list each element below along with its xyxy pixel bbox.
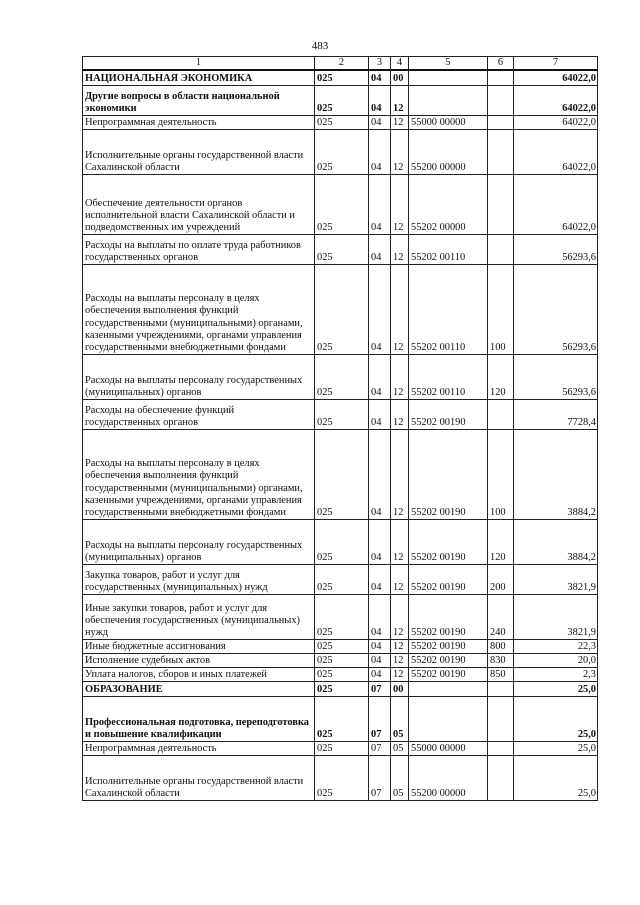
code-subsection-cell: 12 (391, 654, 409, 668)
row-name-cell: Расходы на обеспечение функций государственных органов (83, 400, 315, 430)
code-expense-type-cell: 100 (488, 430, 514, 520)
row-name-cell: Обеспечение деятельности органов исполнительной власти Сахалинской области и подведомственных им учреждений (83, 175, 315, 235)
row-name-cell: ОБРАЗОВАНИЕ (83, 682, 315, 697)
amount-cell: 3821,9 (514, 565, 598, 595)
amount-cell: 56293,6 (514, 265, 598, 355)
code-expense-type-cell (488, 175, 514, 235)
code-admin-cell: 025 (315, 86, 369, 116)
code-target-cell (409, 697, 488, 742)
code-section-cell: 04 (369, 654, 391, 668)
code-target-cell: 55202 00190 (409, 640, 488, 654)
code-target-cell (409, 86, 488, 116)
code-expense-type-cell (488, 400, 514, 430)
amount-cell: 25,0 (514, 682, 598, 697)
code-section-cell: 04 (369, 355, 391, 400)
amount-cell: 3821,9 (514, 595, 598, 640)
row-name-cell: Расходы на выплаты персоналу в целях обеспечения выполнения функций государственными (муниципальными) органами, казенными учреждениями, органами управления государственными внебюджетными фондами (83, 265, 315, 355)
row-name-cell: Уплата налогов, сборов и иных платежей (83, 668, 315, 682)
row-name-cell: Непрограммная деятельность (83, 116, 315, 130)
row-name-cell: Исполнительные органы государственной власти Сахалинской области (83, 756, 315, 801)
code-admin-cell: 025 (315, 116, 369, 130)
code-admin-cell: 025 (315, 70, 369, 86)
header-cell: 6 (488, 57, 514, 71)
amount-cell: 64022,0 (514, 130, 598, 175)
table-row (83, 668, 598, 682)
code-section-cell: 04 (369, 595, 391, 640)
code-expense-type-cell: 830 (488, 654, 514, 668)
code-subsection-cell: 12 (391, 400, 409, 430)
table-row (83, 70, 598, 86)
table-row (83, 86, 598, 116)
amount-cell: 3884,2 (514, 520, 598, 565)
code-section-cell: 04 (369, 430, 391, 520)
code-admin-cell: 025 (315, 400, 369, 430)
row-name-cell: Иные закупки товаров, работ и услуг для обеспечения государственных (муниципальных) нужд (83, 595, 315, 640)
code-section-cell: 04 (369, 265, 391, 355)
code-target-cell (409, 682, 488, 697)
code-subsection-cell: 12 (391, 640, 409, 654)
code-admin-cell: 025 (315, 235, 369, 265)
amount-cell: 22,3 (514, 640, 598, 654)
table-row (83, 640, 598, 654)
code-section-cell: 04 (369, 130, 391, 175)
code-expense-type-cell (488, 235, 514, 265)
code-section-cell: 07 (369, 756, 391, 801)
code-section-cell: 04 (369, 668, 391, 682)
code-target-cell: 55202 00190 (409, 595, 488, 640)
code-section-cell: 04 (369, 235, 391, 265)
table-row (83, 116, 598, 130)
code-target-cell: 55202 00190 (409, 565, 488, 595)
amount-cell: 25,0 (514, 697, 598, 742)
amount-cell: 25,0 (514, 756, 598, 801)
code-subsection-cell: 12 (391, 595, 409, 640)
code-section-cell: 04 (369, 175, 391, 235)
code-subsection-cell: 05 (391, 742, 409, 756)
code-target-cell: 55200 00000 (409, 130, 488, 175)
code-subsection-cell: 12 (391, 520, 409, 565)
row-name-cell: Закупка товаров, работ и услуг для государственных (муниципальных) нужд (83, 565, 315, 595)
code-section-cell: 07 (369, 682, 391, 697)
code-subsection-cell: 12 (391, 668, 409, 682)
code-subsection-cell: 12 (391, 355, 409, 400)
code-admin-cell: 025 (315, 565, 369, 595)
table-row (83, 654, 598, 668)
header-cell: 2 (315, 57, 369, 71)
code-target-cell: 55000 00000 (409, 116, 488, 130)
header-cell: 3 (369, 57, 391, 71)
table-header-row (83, 57, 598, 71)
table-row (83, 175, 598, 235)
table-row (83, 520, 598, 565)
amount-cell: 7728,4 (514, 400, 598, 430)
row-name-cell: НАЦИОНАЛЬНАЯ ЭКОНОМИКА (83, 70, 315, 86)
table-row (83, 682, 598, 697)
row-name-cell: Расходы на выплаты персоналу в целях обеспечения выполнения функций государственными (муниципальными) органами, казенными учреждениями, органами управления государственными внебюджетными фондами (83, 430, 315, 520)
code-admin-cell: 025 (315, 682, 369, 697)
code-expense-type-cell (488, 70, 514, 86)
code-subsection-cell: 12 (391, 430, 409, 520)
code-section-cell: 04 (369, 565, 391, 595)
code-expense-type-cell (488, 130, 514, 175)
amount-cell: 3884,2 (514, 430, 598, 520)
header-cell: 7 (514, 57, 598, 71)
code-subsection-cell: 12 (391, 116, 409, 130)
code-target-cell: 55202 00190 (409, 400, 488, 430)
amount-cell: 2,3 (514, 668, 598, 682)
code-target-cell: 55200 00000 (409, 756, 488, 801)
code-expense-type-cell (488, 682, 514, 697)
code-admin-cell: 025 (315, 265, 369, 355)
code-target-cell: 55202 00000 (409, 175, 488, 235)
code-admin-cell: 025 (315, 355, 369, 400)
code-subsection-cell: 00 (391, 682, 409, 697)
header-cell: 4 (391, 57, 409, 71)
amount-cell: 64022,0 (514, 116, 598, 130)
table-row (83, 235, 598, 265)
code-target-cell: 55202 00110 (409, 265, 488, 355)
code-expense-type-cell (488, 742, 514, 756)
code-subsection-cell: 00 (391, 70, 409, 86)
code-target-cell: 55202 00190 (409, 654, 488, 668)
table-row (83, 595, 598, 640)
code-admin-cell: 025 (315, 430, 369, 520)
code-section-cell: 04 (369, 70, 391, 86)
budget-table (82, 56, 598, 801)
code-admin-cell: 025 (315, 742, 369, 756)
code-subsection-cell: 05 (391, 697, 409, 742)
row-name-cell: Исполнительные органы государственной власти Сахалинской области (83, 130, 315, 175)
row-name-cell: Исполнение судебных актов (83, 654, 315, 668)
code-admin-cell: 025 (315, 640, 369, 654)
amount-cell: 64022,0 (514, 175, 598, 235)
row-name-cell: Расходы на выплаты персоналу государственных (муниципальных) органов (83, 355, 315, 400)
header-cell: 5 (409, 57, 488, 71)
amount-cell: 20,0 (514, 654, 598, 668)
code-expense-type-cell: 800 (488, 640, 514, 654)
amount-cell: 64022,0 (514, 86, 598, 116)
code-expense-type-cell: 100 (488, 265, 514, 355)
code-section-cell: 07 (369, 697, 391, 742)
code-expense-type-cell (488, 86, 514, 116)
code-section-cell: 04 (369, 520, 391, 565)
row-name-cell: Профессиональная подготовка, переподготовка и повышение квалификации (83, 697, 315, 742)
table-row (83, 697, 598, 742)
code-subsection-cell: 12 (391, 175, 409, 235)
code-admin-cell: 025 (315, 595, 369, 640)
code-expense-type-cell: 200 (488, 565, 514, 595)
row-name-cell: Расходы на выплаты персоналу государственных (муниципальных) органов (83, 520, 315, 565)
code-admin-cell: 025 (315, 175, 369, 235)
code-admin-cell: 025 (315, 654, 369, 668)
code-admin-cell: 025 (315, 697, 369, 742)
table-row (83, 265, 598, 355)
code-expense-type-cell: 120 (488, 520, 514, 565)
code-admin-cell: 025 (315, 520, 369, 565)
table-row (83, 400, 598, 430)
table-row (83, 756, 598, 801)
code-subsection-cell: 12 (391, 130, 409, 175)
page-number: 483 (311, 40, 329, 52)
amount-cell: 56293,6 (514, 355, 598, 400)
code-expense-type-cell (488, 756, 514, 801)
code-expense-type-cell (488, 697, 514, 742)
code-section-cell: 04 (369, 86, 391, 116)
code-subsection-cell: 12 (391, 235, 409, 265)
row-name-cell: Иные бюджетные ассигнования (83, 640, 315, 654)
table-row (83, 565, 598, 595)
code-target-cell: 55202 00190 (409, 668, 488, 682)
code-expense-type-cell: 120 (488, 355, 514, 400)
amount-cell: 64022,0 (514, 70, 598, 86)
code-section-cell: 07 (369, 742, 391, 756)
code-section-cell: 04 (369, 116, 391, 130)
amount-cell: 25,0 (514, 742, 598, 756)
code-target-cell: 55202 00110 (409, 355, 488, 400)
code-expense-type-cell: 240 (488, 595, 514, 640)
table-row (83, 355, 598, 400)
code-admin-cell: 025 (315, 668, 369, 682)
code-section-cell: 04 (369, 640, 391, 654)
table-row (83, 430, 598, 520)
row-name-cell: Расходы на выплаты по оплате труда работников государственных органов (83, 235, 315, 265)
table-row (83, 742, 598, 756)
code-target-cell: 55202 00190 (409, 520, 488, 565)
code-target-cell: 55202 00110 (409, 235, 488, 265)
code-subsection-cell: 05 (391, 756, 409, 801)
row-name-cell: Другие вопросы в области национальной экономики (83, 86, 315, 116)
code-subsection-cell: 12 (391, 565, 409, 595)
code-admin-cell: 025 (315, 130, 369, 175)
code-target-cell: 55202 00190 (409, 430, 488, 520)
row-name-cell: Непрограммная деятельность (83, 742, 315, 756)
code-expense-type-cell: 850 (488, 668, 514, 682)
table-row (83, 130, 598, 175)
code-expense-type-cell (488, 116, 514, 130)
code-target-cell (409, 70, 488, 86)
amount-cell: 56293,6 (514, 235, 598, 265)
code-subsection-cell: 12 (391, 265, 409, 355)
code-subsection-cell: 12 (391, 86, 409, 116)
code-section-cell: 04 (369, 400, 391, 430)
header-cell: 1 (83, 57, 315, 71)
code-target-cell: 55000 00000 (409, 742, 488, 756)
code-admin-cell: 025 (315, 756, 369, 801)
